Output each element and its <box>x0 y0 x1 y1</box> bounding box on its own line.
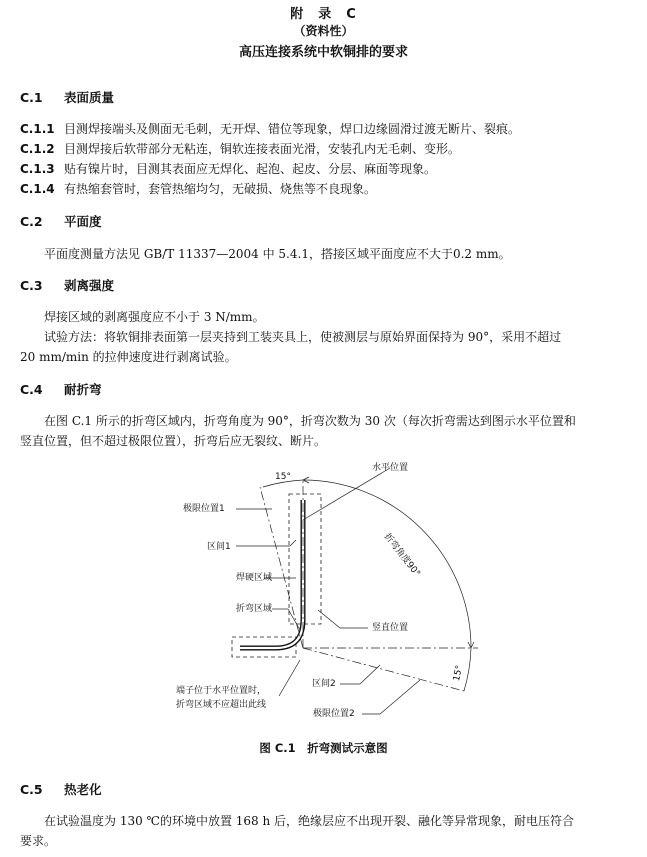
label-weld-hard-zone: 焊硬区域 <box>236 573 273 583</box>
angle-arc-right <box>464 648 471 691</box>
c5-paragraph: 在试验温度为 130 ℃的环境中放置 168 h 后，绝缘层应不出现开裂、融化等异常现象，耐电压符合 <box>44 814 575 828</box>
label-note-line-1: 端子位于水平位置时， <box>176 686 267 696</box>
label-bend-angle: 折弯角度90° <box>381 531 422 579</box>
leader-limit2-tip <box>380 680 420 714</box>
leader-bend-zone-tip <box>288 609 300 630</box>
leader-zone1-tip <box>290 540 296 546</box>
label-angle-right: 15° <box>452 664 466 683</box>
appendix-nature: （资料性） <box>293 24 354 38</box>
section-number: C.5 <box>20 782 43 797</box>
label-limit-position-1: 极限位置1 <box>183 504 225 514</box>
c4-paragraph: 在图 C.1 所示的折弯区域内，折弯角度为 90°，折弯次数为 30 次（每次折弯需达到图示水平位置和 <box>44 414 576 428</box>
c3-paragraph-2-cont: 20 mm/min 的拉伸速度进行剥离试验。 <box>20 350 237 364</box>
c3-paragraph-2: 试验方法：将软铜排表面第一层夹持到工装夹具上，使被测层与原始界面保持为 90°，采用不超过 <box>44 330 562 344</box>
clause-text: 有热缩套管时，套管热缩均匀，无破损、烧焦等不良现象。 <box>64 182 377 196</box>
label-horizontal-position: 水平位置 <box>372 463 409 473</box>
section-title: 剥离强度 <box>64 278 115 293</box>
label-angle-top: 15° <box>275 472 291 482</box>
section-title: 热老化 <box>64 782 102 797</box>
clause-text: 目测焊接后软带部分无粘连，铜软连接表面光滑，安装孔内无毛刺、变形。 <box>64 142 461 156</box>
appendix-title: 高压连接系统中软铜排的要求 <box>238 45 408 60</box>
clause-number: C.1.3 <box>20 162 55 176</box>
clause-number: C.1.1 <box>20 122 55 136</box>
label-zone-1: 区间1 <box>207 542 231 552</box>
clause-text: 贴有镍片时，目测其表面应无焊化、起泡、起皮、分层、麻面等现象。 <box>64 162 437 176</box>
section-number: C.2 <box>20 214 43 229</box>
leader-note <box>279 660 300 696</box>
c2-paragraph: 平面度测量方法见 GB/T 11337—2004 中 5.4.1，搭接区域平面度应不大于0.2 mm。 <box>44 247 511 261</box>
label-note-line-2: 折弯区域不应超出此线 <box>176 700 267 710</box>
figure-caption: 图 C.1 折弯测试示意图 <box>259 741 388 755</box>
label-limit-position-2: 极限位置2 <box>313 709 355 719</box>
section-number: C.3 <box>20 278 43 293</box>
section-title: 表面质量 <box>64 90 115 105</box>
section-number: C.4 <box>20 382 43 397</box>
leader-horizontal <box>303 468 390 520</box>
section-title: 平面度 <box>64 214 102 229</box>
section-title: 耐折弯 <box>64 382 102 397</box>
leader-zone2-tip <box>360 665 380 684</box>
c3-paragraph-1: 焊接区域的剥离强度应不小于 3 N/mm。 <box>44 310 265 324</box>
section-number: C.1 <box>20 90 43 105</box>
section-c5-heading <box>20 780 102 798</box>
appendix-heading: 附 录 C <box>290 7 357 22</box>
clause-text: 目测焊接端头及侧面无毛刺，无开焊、错位等现象，焊口边缘圆滑过渡无断片、裂痕。 <box>64 122 521 136</box>
label-bend-zone: 折弯区域 <box>236 604 273 614</box>
clause-number: C.1.2 <box>20 142 55 156</box>
label-zone-2: 区间2 <box>312 679 336 689</box>
c5-paragraph-cont: 要求。 <box>20 834 57 848</box>
label-vertical-position: 竖直位置 <box>372 623 409 633</box>
clause-number: C.1.4 <box>20 182 55 196</box>
c4-paragraph-cont: 竖直位置，但不超过极限位置），折弯后应无裂纹、断片。 <box>20 434 327 448</box>
